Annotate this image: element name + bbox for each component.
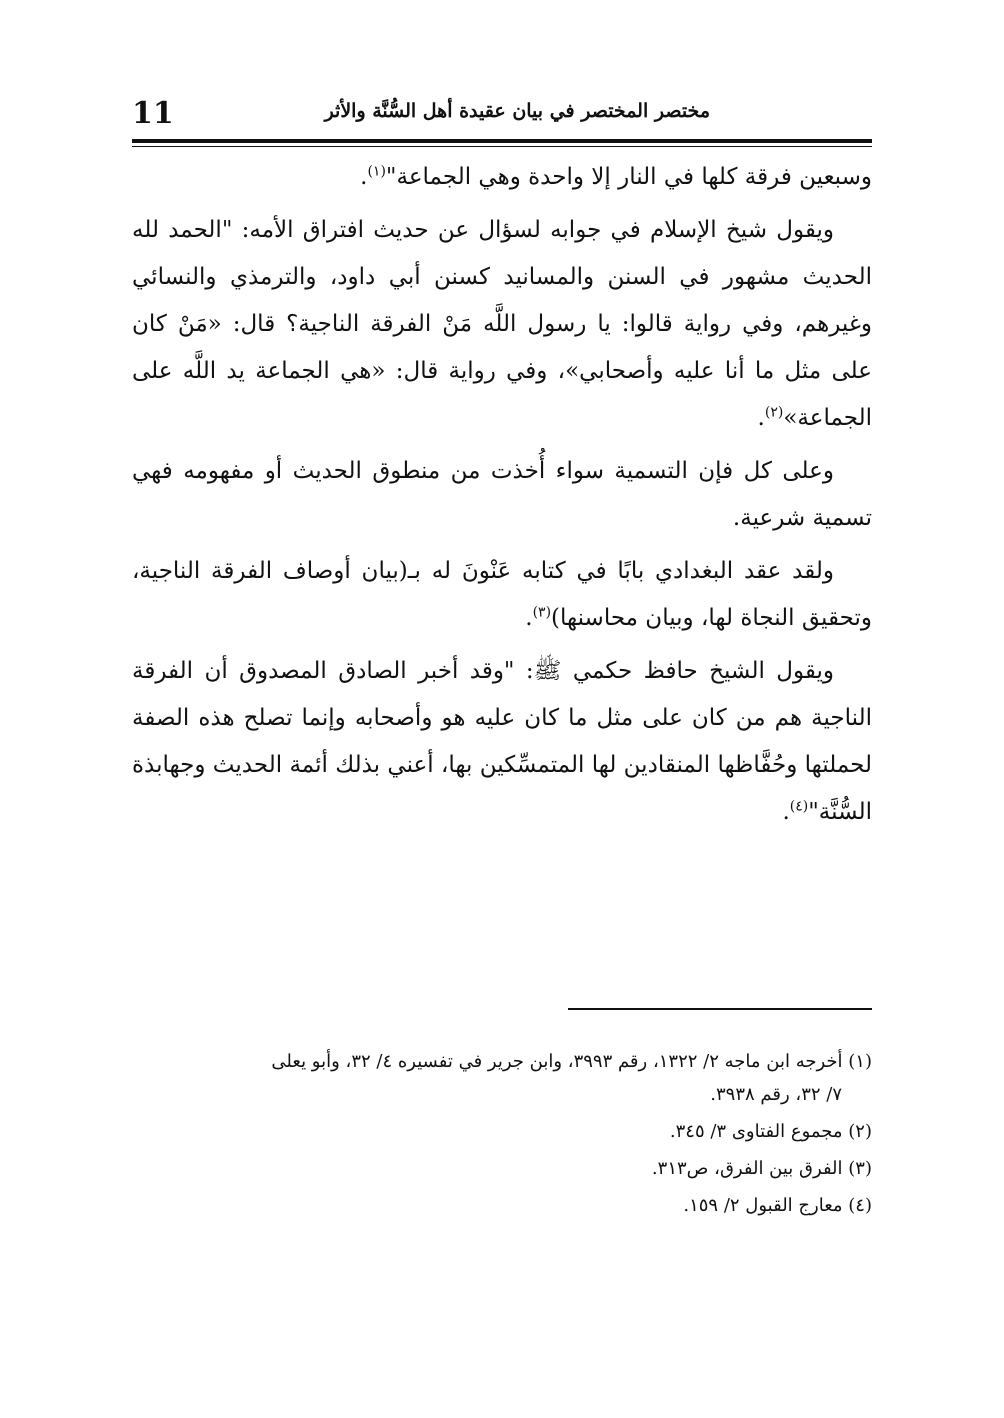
footnotes <box>132 1045 872 1226</box>
header-rule-thick <box>132 139 872 143</box>
footnote-text: الفرق بين الفرق، ص٣١٣. <box>651 1158 843 1179</box>
footnote-reference[interactable]: (٣) <box>532 604 552 621</box>
paragraph-5 <box>132 648 872 836</box>
paragraph-3 <box>132 448 872 542</box>
footnote-text-continued: ٧/ ٣٢، رقم ٣٩٣٨. <box>710 1084 842 1105</box>
paragraph-text: ولقد عقد البغدادي بابًا في كتابه عَنْونَ له بـ(بيان أوصاف الفرقة الناجية، وتحقيق النجاة لها، وبيان محاسنها) <box>132 558 872 631</box>
footnote-number: (٤) <box>848 1195 872 1216</box>
footnote-text: أخرجه ابن ماجه ٢/ ١٣٢٢، رقم ٣٩٩٣، وابن جرير في تفسيره ٤/ ٣٢، وأبو يعلى <box>271 1051 843 1072</box>
footnote-2 <box>132 1115 872 1148</box>
paragraph-text: ويقول الشيخ حافظ حكمي ﷺ: "وقد أخبر الصادق المصدوق أن الفرقة الناجية هم من كان على مثل ما كان عليه هو وأصحابه وإنما تصلح هذه الصفة لحملتها وحُفَّاظها المنقادين لها المتمسِّكين بها، أعني بذلك أئمة الحديث وجهابذة السُّنَّة" <box>132 658 872 825</box>
footnote-reference[interactable]: (١) <box>367 163 386 180</box>
footnote-4 <box>132 1189 872 1222</box>
paragraph-text: وعلى كل فإن التسمية سواء أُخذت من منطوق الحديث أو مفهومه فهي تسمية شرعية. <box>132 458 872 531</box>
page-number: 11 <box>132 96 174 131</box>
footnote-text: مجموع الفتاوى ٣/ ٣٤٥. <box>669 1121 843 1142</box>
main-text <box>132 154 872 842</box>
footnote-1 <box>132 1045 872 1111</box>
footnote-number: (٣) <box>848 1158 872 1179</box>
footnote-number: (١) <box>848 1051 872 1072</box>
paragraph-tail: . <box>782 799 790 825</box>
running-title: مختصر المختصر في بيان عقيدة أهل السُّنَّة والأثر <box>324 100 710 122</box>
paragraph-text: ويقول شيخ الإسلام في جوابه لسؤال عن حديث افتراق الأمه: "الحمد لله الحديث مشهور في السنن والمسانيد كسنن أبي داود، والترمذي والنسائي وغيرهم، وفي رواية قالوا: يا رسول اللَّه مَنْ الفرقة الناجية؟ قال: «مَنْ كان على مثل ما أنا عليه وأصحابي»، وفي رواية قال: «هي الجماعة يد اللَّه على الجماعة» <box>132 217 872 431</box>
footnote-reference[interactable]: (٢) <box>764 404 784 421</box>
footnote-number: (٢) <box>848 1121 872 1142</box>
footnote-separator <box>568 1008 872 1010</box>
paragraph-tail: . <box>525 605 533 631</box>
footnote-3 <box>132 1152 872 1185</box>
paragraph-4 <box>132 548 872 642</box>
paragraph-2 <box>132 207 872 442</box>
paragraph-text: وسبعين فرقة كلها في النار إلا واحدة وهي الجماعة" <box>385 164 872 190</box>
footnote-text: معارج القبول ٢/ ١٥٩. <box>683 1195 843 1216</box>
paragraph-tail: . <box>360 164 368 190</box>
footnote-reference[interactable]: (٤) <box>789 798 809 815</box>
paragraph-tail: . <box>757 405 765 431</box>
paragraph-1 <box>132 154 872 201</box>
page-header <box>132 92 872 136</box>
header-rule-thin <box>132 146 872 147</box>
